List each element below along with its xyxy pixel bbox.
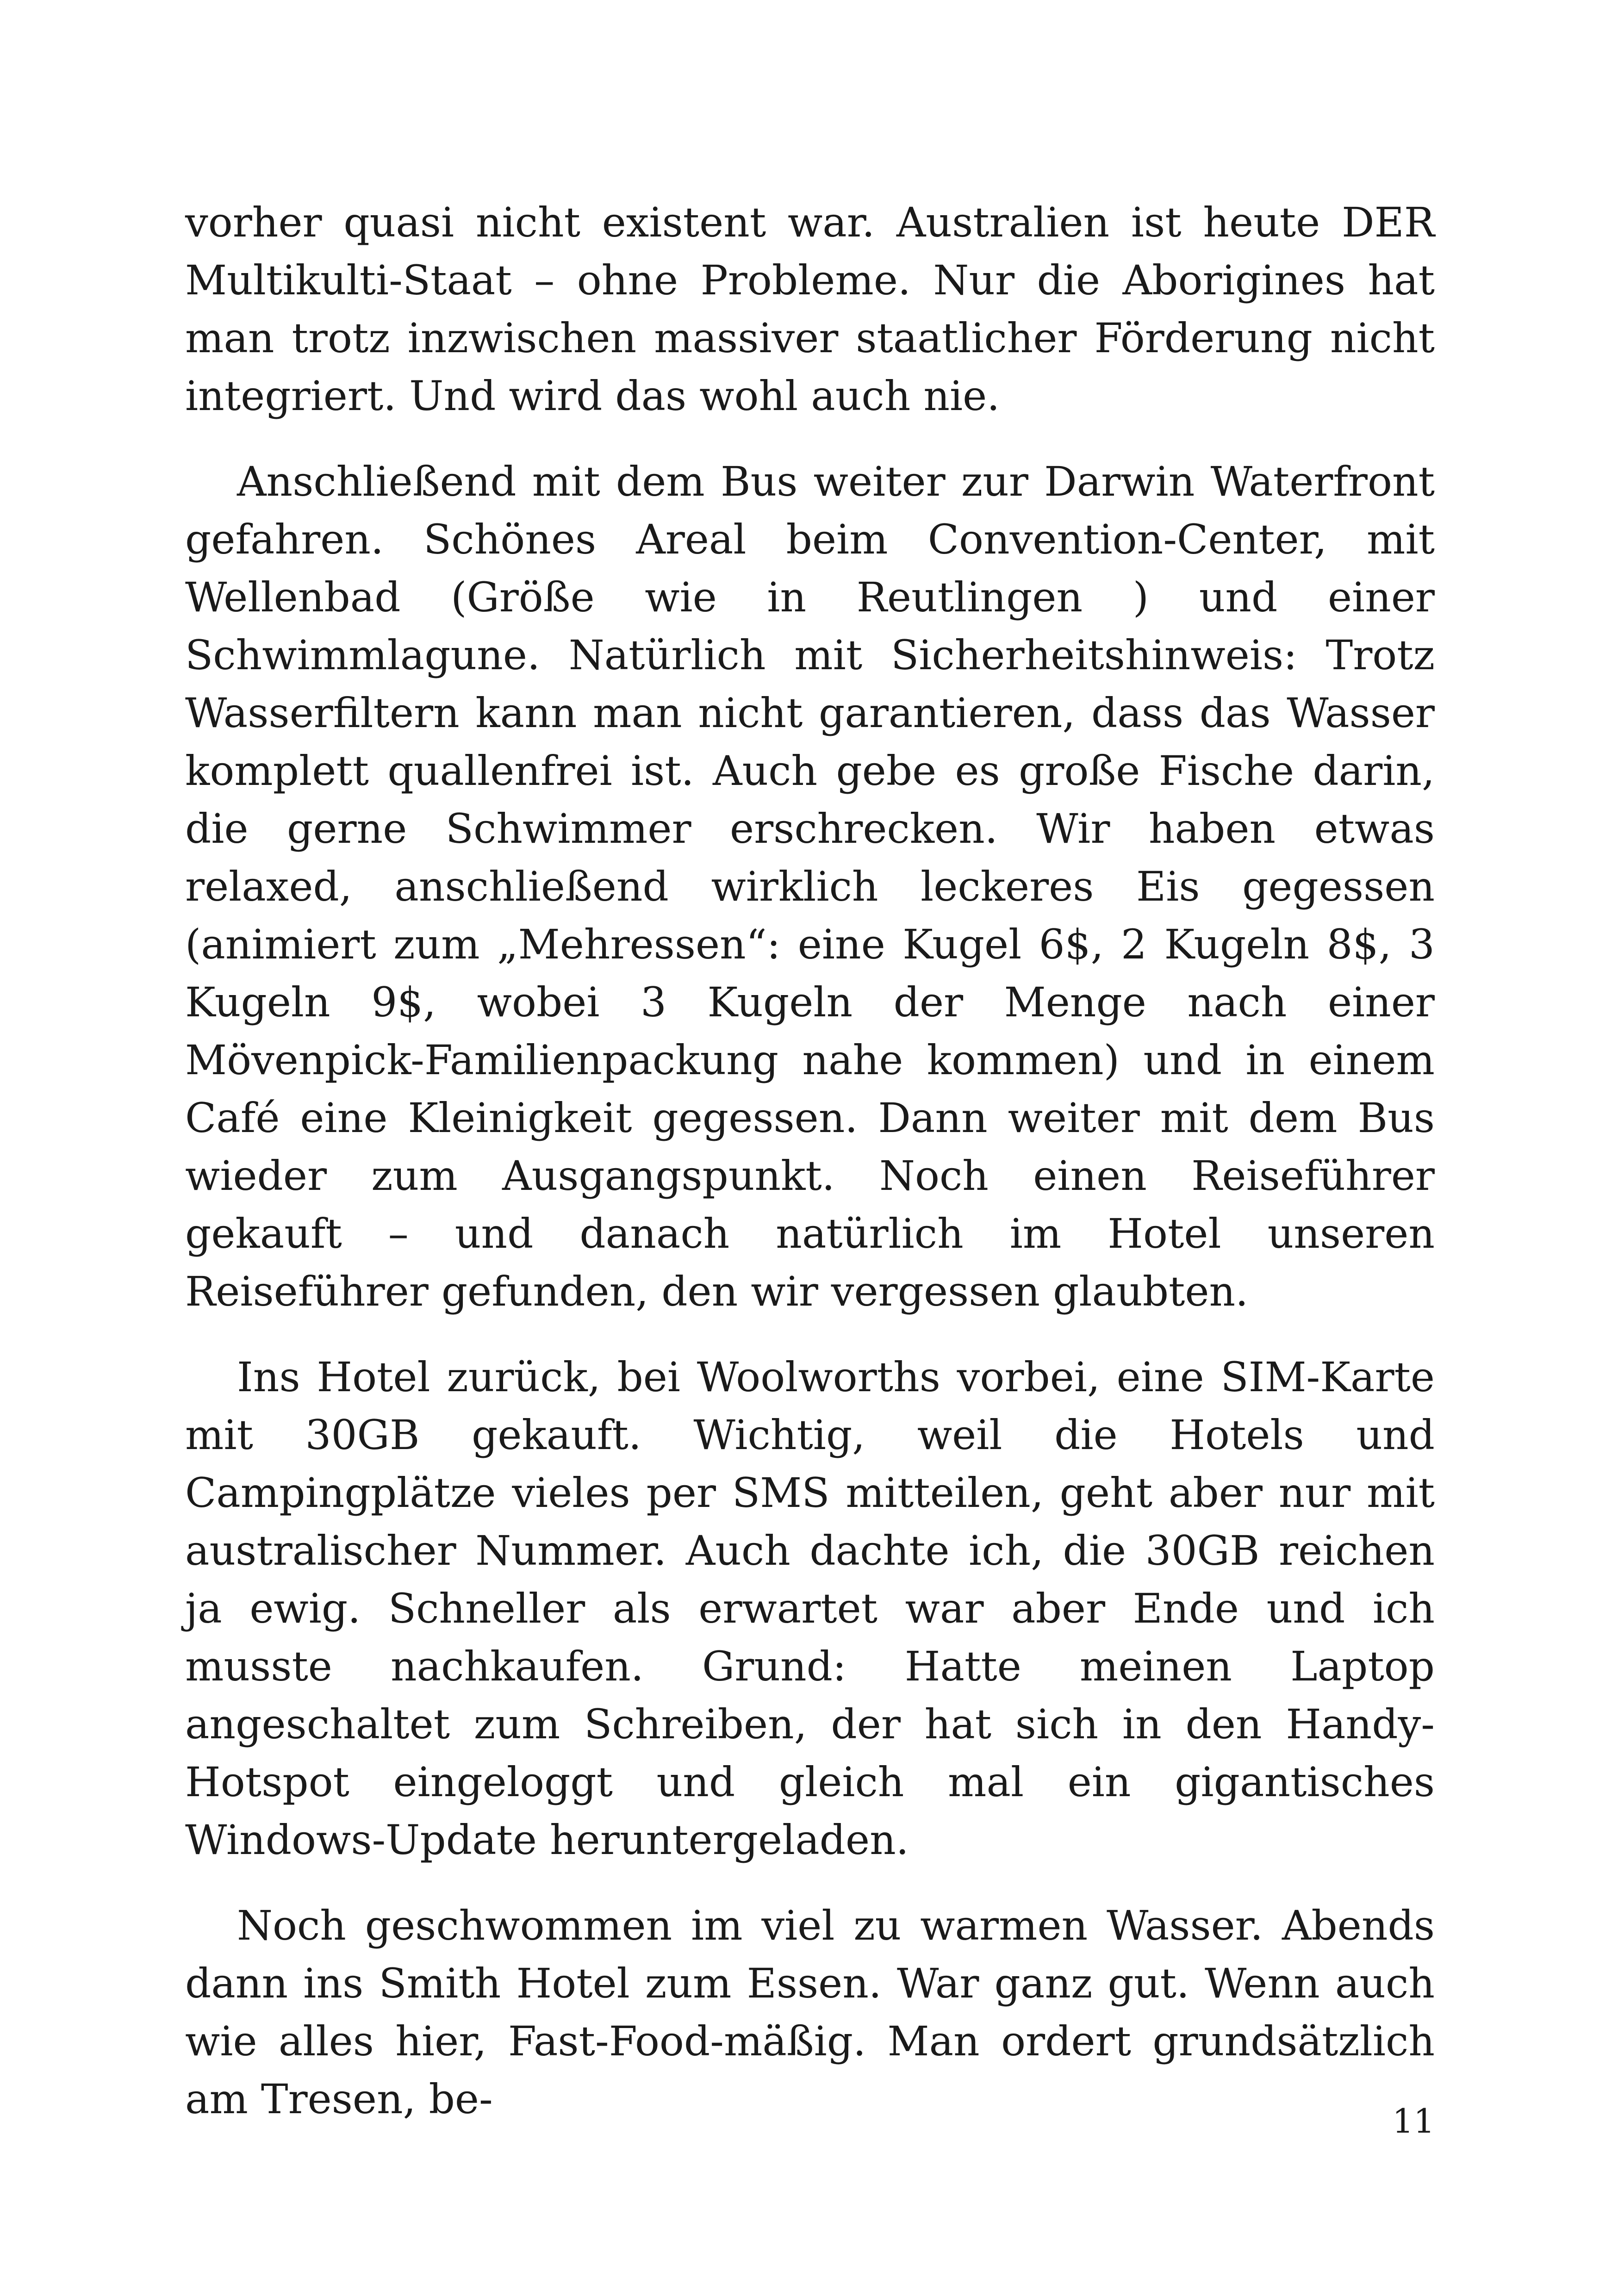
paragraph-2: Anschließend mit dem Bus weiter zur Darwin Waterfront gefahren. Schönes Areal beim Convention-Center, mit Wellenbad (Größe wie in Reutlingen ) und einer Schwimmlagune. Natürlich mit Sicherheitshinweis: Trotz Wasserfiltern kann man nicht garantieren, dass das Wasser komplett quallenfrei ist. Auch gebe es große Fische darin, die gerne Schwimmer erschrecken. Wir haben etwas relaxed, anschließend wirklich leckeres Eis gegessen (animiert zum „Mehressen“: eine Kugel 6$, 2 Kugeln 8$, 3 Kugeln 9$, wobei 3 Kugeln der Menge nach einer Mövenpick-Familienpackung nahe kommen) und in einem Café eine Kleinigkeit gegessen. Dann weiter mit dem Bus wieder zum Ausgangspunkt. Noch einen Reiseführer gekauft – und danach natürlich im Hotel unseren Reiseführer gefunden, den wir vergessen glaubten. — [185, 458, 1435, 1315]
paragraph-4: Noch geschwommen im viel zu warmen Wasser. Abends dann ins Smith Hotel zum Essen. War ganz gut. Wenn auch wie alles hier, Fast-Food-mäßig. Man ordert grundsätzlich am Tresen, be- — [185, 1902, 1435, 2123]
paragraph-1: vorher quasi nicht existent war. Australien ist heute DER Multikulti-Staat – ohne Probleme. Nur die Aborigines hat man trotz inzwischen massiver staatlicher Förderung nicht integriert. Und wird das wohl auch nie. — [185, 199, 1435, 420]
page-number: 11 — [1392, 2102, 1435, 2140]
body-text — [185, 193, 1435, 2128]
paragraph-3: Ins Hotel zurück, bei Woolworths vorbei, eine SIM-Karte mit 30GB gekauft. Wichtig, weil die Hotels und Campingplätze vieles per SMS mitteilen, geht aber nur mit australischer Nummer. Auch dachte ich, die 30GB reichen ja ewig. Schneller als erwartet war aber Ende und ich musste nachkaufen. Grund: Hatte meinen Laptop angeschaltet zum Schreiben, der hat sich in den Handy-Hotspot eingeloggt und gleich mal ein gigantisches Windows-Update heruntergeladen. — [185, 1353, 1435, 1864]
